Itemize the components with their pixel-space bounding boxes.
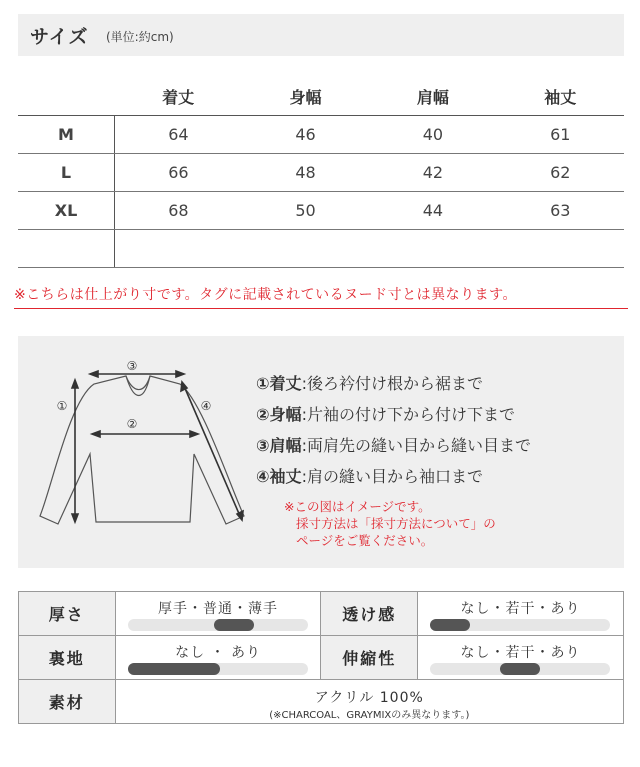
measurement-key: ①着丈 (256, 374, 302, 393)
size-table-header (18, 78, 624, 116)
spec-label-thickness: 厚さ (19, 592, 116, 636)
table-cell: 48 (242, 154, 369, 192)
row-label: M (18, 116, 115, 154)
size-title: サイズ (30, 26, 89, 48)
row-label (18, 230, 115, 268)
table-cell: 40 (369, 116, 496, 154)
col-header: 肩幅 (369, 78, 496, 116)
measurement-desc: :片袖の付け下から付け下まで (301, 405, 515, 424)
spec-label-lining: 裏地 (19, 636, 116, 680)
spec-table (18, 591, 624, 724)
diagram-marker-3: ③ (126, 359, 138, 373)
measurement-item (256, 399, 531, 430)
sheer-indicator (430, 619, 470, 631)
table-row (18, 154, 624, 192)
size-table (18, 78, 624, 268)
measurement-item (256, 368, 531, 399)
spec-row (19, 636, 624, 680)
spec-value-sheer (418, 592, 624, 636)
diagram-marker-2: ② (126, 417, 138, 431)
table-cell: 62 (497, 154, 624, 192)
table-cell: 66 (115, 154, 242, 192)
stretch-options: なし・若干・あり (460, 645, 581, 661)
finished-size-note: ※こちらは仕上がり寸です。タグに記載されているヌード寸とは異なります。 (14, 284, 628, 309)
lining-options: なし ・ あり (175, 645, 261, 661)
measurement-list (256, 368, 531, 492)
measurement-item (256, 430, 531, 461)
table-cell (497, 230, 624, 268)
size-unit: (単位:約cm) (106, 30, 174, 44)
spec-value-stretch (418, 636, 624, 680)
measurement-panel (18, 336, 624, 568)
col-header: 身幅 (242, 78, 369, 116)
measurement-key: ③肩幅 (256, 436, 302, 455)
spec-row (19, 592, 624, 636)
col-header: 袖丈 (497, 78, 624, 116)
spec-label-material: 素材 (19, 680, 116, 724)
table-cell: 42 (369, 154, 496, 192)
measurement-desc: :後ろ衿付け根から裾まで (301, 374, 483, 393)
row-label: L (18, 154, 115, 192)
diagram-note (284, 498, 496, 549)
spec-row (19, 680, 624, 724)
measurement-desc: :肩の縫い目から袖口まで (301, 467, 483, 486)
diagram-note-line: ※この図はイメージです。 (284, 499, 431, 514)
col-header: 着丈 (115, 78, 242, 116)
material-value: アクリル 100% (314, 690, 424, 706)
table-cell: 64 (115, 116, 242, 154)
shirt-diagram (18, 336, 248, 568)
measurement-item (256, 461, 531, 492)
material-note: (※CHARCOAL、GRAYMIXのみ異なります。) (269, 710, 470, 721)
table-cell: 63 (497, 192, 624, 230)
table-cell (242, 230, 369, 268)
table-cell: 50 (242, 192, 369, 230)
measurement-key: ②身幅 (256, 405, 302, 424)
spec-value-thickness (115, 592, 321, 636)
lining-indicator (128, 663, 220, 675)
diagram-marker-4: ④ (200, 399, 212, 413)
table-cell: 61 (497, 116, 624, 154)
spec-value-material (115, 680, 623, 724)
stretch-indicator (500, 663, 540, 675)
spec-label-sheer: 透け感 (321, 592, 418, 636)
measurement-key: ④袖丈 (256, 467, 302, 486)
table-cell: 46 (242, 116, 369, 154)
size-title-bar (18, 14, 624, 56)
thickness-indicator (214, 619, 254, 631)
table-row (18, 116, 624, 154)
row-label: XL (18, 192, 115, 230)
table-row (18, 192, 624, 230)
table-row (18, 230, 624, 268)
diagram-note-line: ページをご覧ください。 (296, 533, 434, 548)
diagram-note-line: 採寸方法は「採寸方法について」の (296, 516, 496, 531)
table-cell (369, 230, 496, 268)
measurement-desc: :両肩先の縫い目から縫い目まで (301, 436, 531, 455)
spec-value-lining (115, 636, 321, 680)
diagram-marker-1: ① (56, 399, 68, 413)
header-blank (18, 78, 115, 116)
thickness-options: 厚手・普通・薄手 (158, 601, 279, 617)
table-cell: 44 (369, 192, 496, 230)
table-cell: 68 (115, 192, 242, 230)
spec-label-stretch: 伸縮性 (321, 636, 418, 680)
table-cell (115, 230, 242, 268)
sheer-options: なし・若干・あり (460, 601, 581, 617)
